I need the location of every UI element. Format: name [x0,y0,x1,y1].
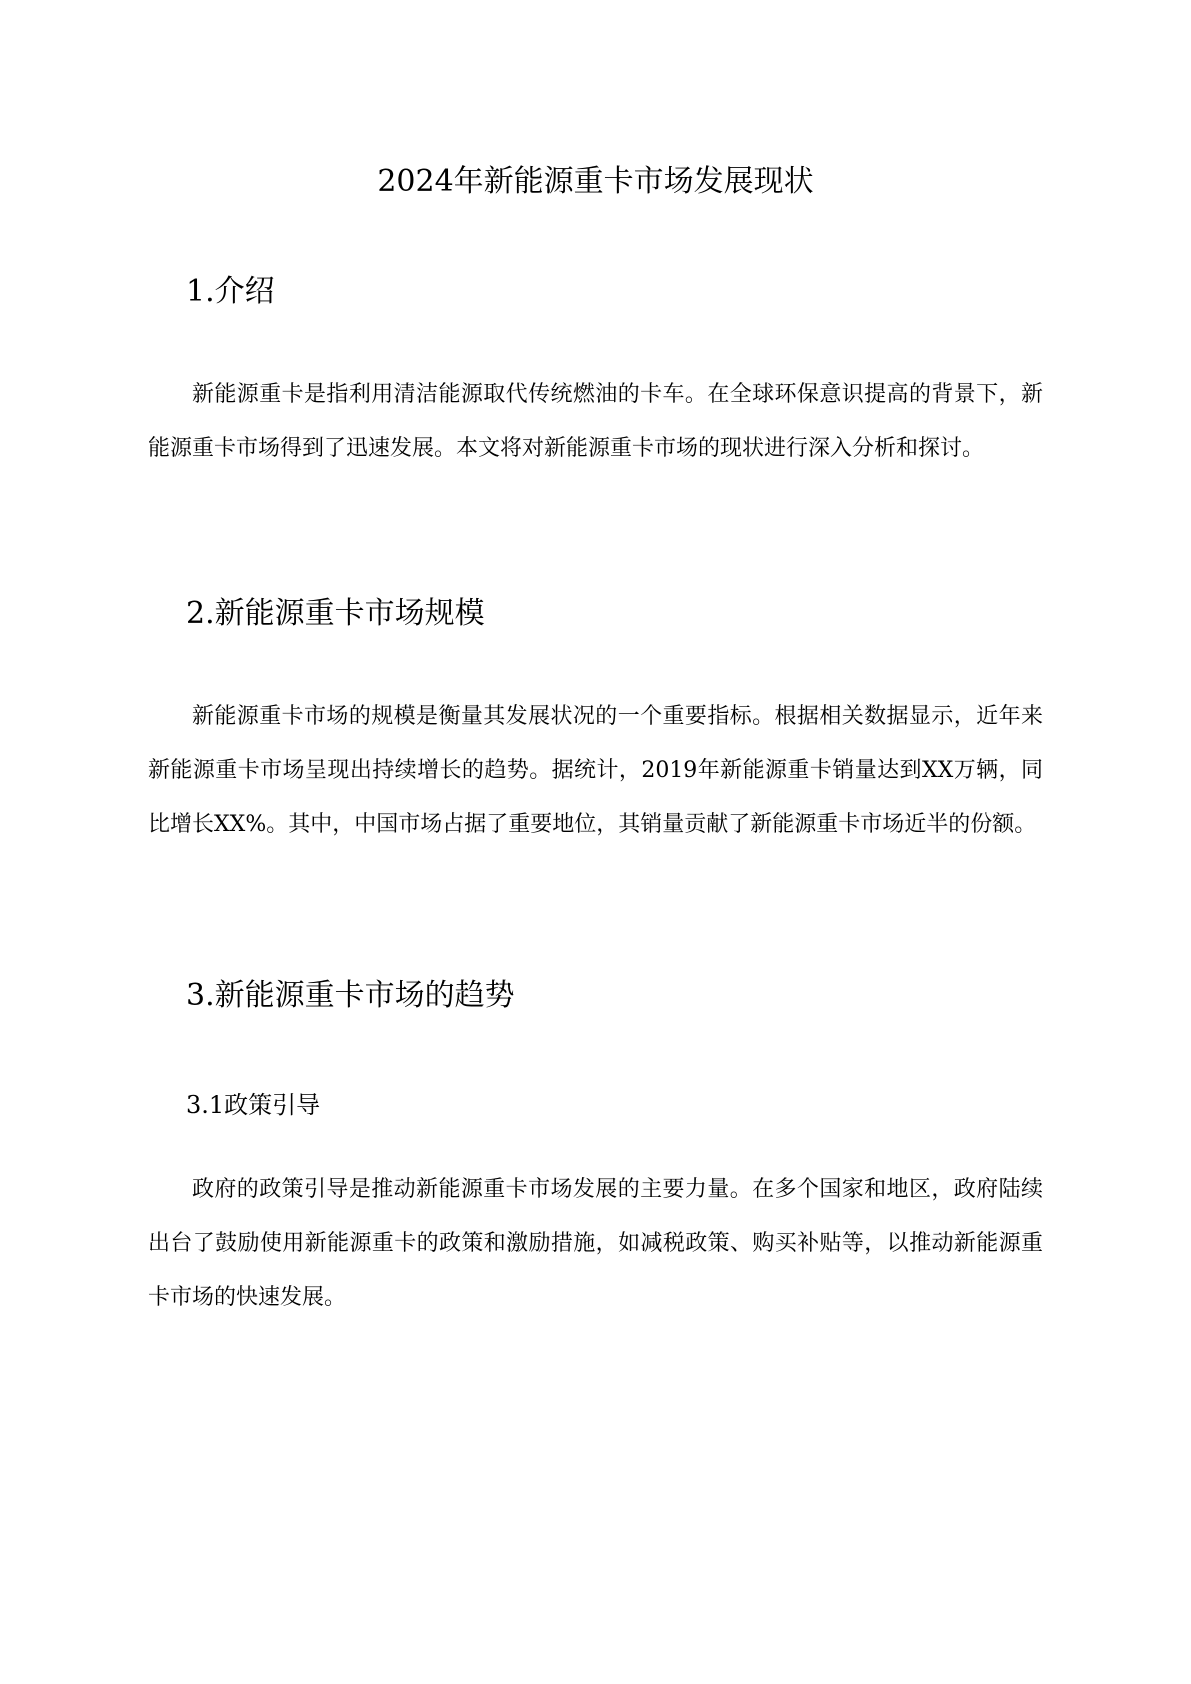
section-paragraph-market-size: 新能源重卡市场的规模是衡量其发展状况的一个重要指标。根据相关数据显示，近年来新能源重卡市场呈现出持续增长的趋势。据统计，2019年新能源重卡销量达到XX万辆，同比增长XX%。其中，中国市场占据了重要地位，其销量贡献了新能源重卡市场近半的份额。 [148,704,1043,837]
section-heading-introduction: 1.介绍 [186,274,275,309]
subsection-heading-policy: 3.1政策引导 [186,1091,321,1119]
section-paragraph-introduction: 新能源重卡是指利用清洁能源取代传统燃油的卡车。在全球环保意识提高的背景下，新能源重卡市场得到了迅速发展。本文将对新能源重卡市场的现状进行深入分析和探讨。 [148,382,1043,461]
document-title: 2024年新能源重卡市场发展现状 [377,164,814,199]
section-heading-market-trends: 3.新能源重卡市场的趋势 [186,978,515,1013]
subsection-paragraph-policy: 政府的政策引导是推动新能源重卡市场发展的主要力量。在多个国家和地区，政府陆续出台了鼓励使用新能源重卡的政策和激励措施，如减税政策、购买补贴等，以推动新能源重卡市场的快速发展。 [148,1177,1043,1310]
section-heading-market-size: 2.新能源重卡市场规模 [186,596,485,631]
